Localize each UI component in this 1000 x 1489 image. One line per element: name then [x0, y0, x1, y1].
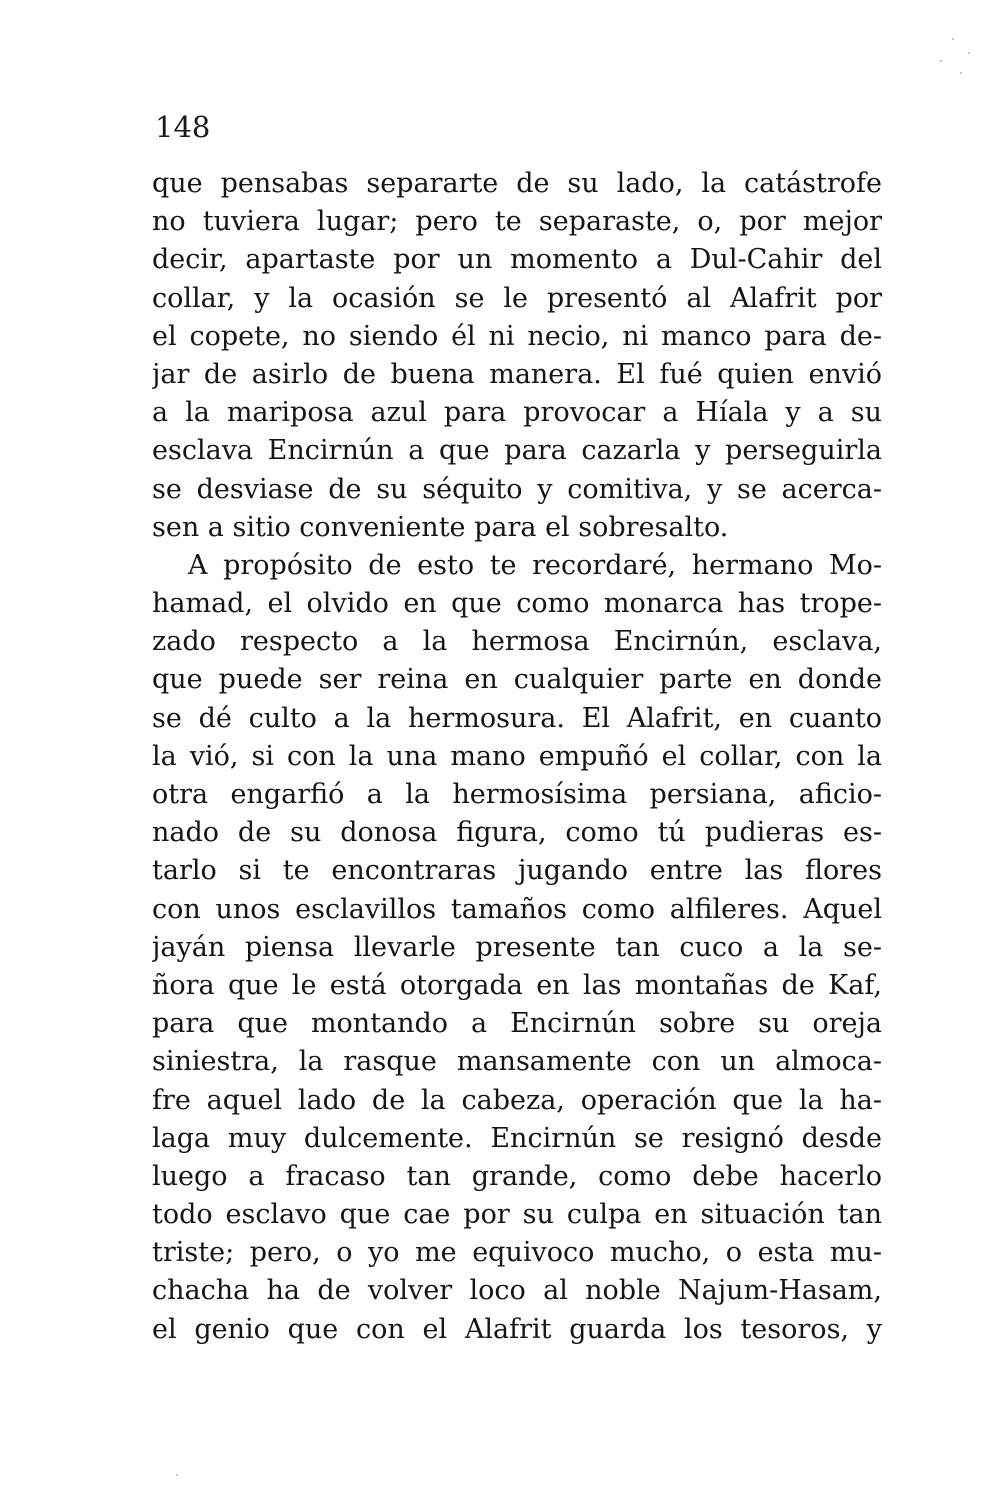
text-line: luego a fracaso tan grande, como debe hacerlo — [152, 1160, 882, 1192]
text-line: para que montando a Encirnún sobre su oreja — [152, 1008, 882, 1040]
text-line: otra engarfió a la hermosísima persiana, aficio- — [152, 779, 882, 810]
text-line: siniestra, la rasque mansamente con un almoca- — [152, 1046, 882, 1078]
text-line: collar, y la ocasión se le presentó al Alafrit por — [152, 282, 882, 314]
page-number: 148 — [155, 110, 211, 144]
text-line: todo esclavo que cae por su culpa en situación tan — [152, 1199, 882, 1231]
text-line: que puede ser reina en cualquier parte en donde — [152, 664, 882, 696]
body-text — [152, 165, 882, 1349]
scan-speck — [968, 52, 970, 54]
text-line: tarlo si te encontraras jugando entre las flores — [152, 855, 882, 887]
text-line: la vió, si con la una mano empuñó el collar, con la — [152, 740, 882, 772]
text-line: chacha ha de volver loco al noble Najum-Hasam, — [152, 1275, 882, 1307]
text-line: fre aquel lado de la cabeza, operación que la ha- — [152, 1084, 882, 1116]
text-line: jar de asirlo de buena manera. El fué quien envió — [152, 358, 882, 390]
text-line: jayán piensa llevarle presente tan cuco a la se- — [152, 931, 882, 963]
text-line: no tuviera lugar; pero te separaste, o, por mejor — [152, 206, 882, 238]
scan-speck — [940, 60, 942, 62]
text-line: laga muy dulcemente. Encirnún se resignó desde — [152, 1122, 882, 1154]
text-line: el copete, no siendo él ni necio, ni manco para de- — [152, 320, 882, 352]
text-line: con unos esclavillos tamaños como alfileres. Aquel — [152, 893, 882, 925]
text-line: esclava Encirnún a que para cazarla y perseguirla — [152, 435, 882, 467]
text-line: decir, apartaste por un momento a Dul-Cahir del — [152, 244, 882, 276]
text-line: se dé culto a la hermosura. El Alafrit, en cuanto — [152, 702, 882, 734]
scan-speck — [176, 1474, 178, 1476]
text-line: que pensabas separarte de su lado, la catástrofe — [152, 168, 882, 199]
paragraph-end-line: sen a sitio conveniente para el sobresalto. — [152, 511, 729, 543]
text-line: triste; pero, o yo me equivoco mucho, o esta mu- — [152, 1237, 882, 1269]
paragraph-start-line: A propósito de esto te recordaré, hermano Mo- — [188, 549, 882, 581]
scan-speck — [960, 72, 962, 74]
text-line: el genio que con el Alafrit guarda los tesoros, y — [152, 1313, 882, 1345]
scan-speck — [952, 38, 954, 40]
text-line: zado respecto a la hermosa Encirnún, esclava, — [152, 626, 882, 658]
text-line: hamad, el olvido en que como monarca has trope- — [152, 588, 882, 620]
text-line: nado de su donosa figura, como tú pudieras es- — [152, 817, 882, 849]
text-line: se desviase de su séquito y comitiva, y se acerca- — [152, 473, 882, 505]
text-line: a la mariposa azul para provocar a Híala y a su — [152, 397, 882, 429]
text-line: ñora que le está otorgada en las montañas de Kaf, — [152, 969, 882, 1001]
